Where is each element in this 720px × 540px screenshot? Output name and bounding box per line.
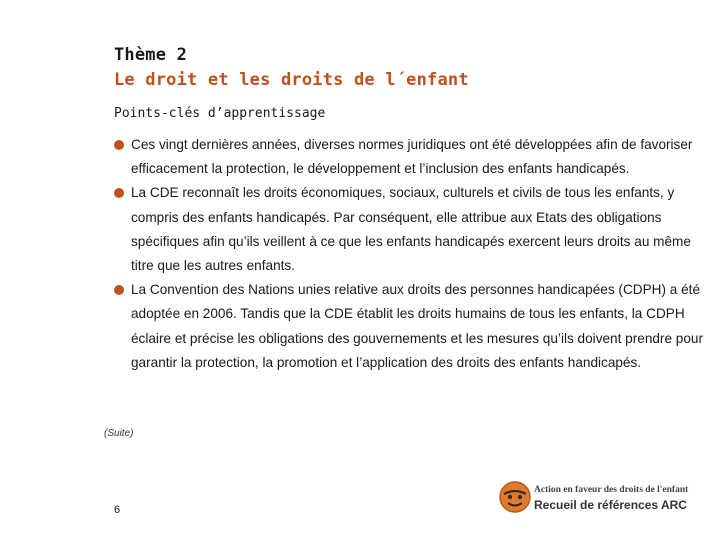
key-point-1 [114,133,704,181]
bullet-dot-icon [114,285,124,295]
continued-note: (Suite) [104,428,134,439]
section-heading: Points-clés d’apprentissage [114,106,326,121]
key-point-3 [114,278,704,375]
key-points-list [114,133,704,375]
bullet-dot-icon [114,140,124,150]
logo-text-line1: Action en faveur des droits de l'enfant [534,485,689,495]
theme-title: Le droit et les droits de l´enfant [114,70,469,90]
theme-number: Thème 2 [114,45,188,65]
logo-text-line2: Recueil de références ARC [534,498,687,512]
key-point-2 [114,181,704,278]
key-point-text: Ces vingt dernières années, diverses normes juridiques ont été développées afin de favoriser efficacement la protection, le développement et l’inclusion des enfants handicapés. [131,137,693,177]
bullet-dot-icon [114,188,124,198]
arc-logo [498,480,688,520]
key-point-text: La Convention des Nations unies relative aux droits des personnes handicapées (CDPH) a été adoptée en 2006. Tandis que la CDE établit les droits humains de tous les enfants, la CDPH éclaire et précise les obligations des gouvernements et les mesures qu’ils doivent prendre pour garantir la protection, la promotion et l’application des droits des enfants handicapés. [131,282,704,370]
page-number: 6 [114,504,121,516]
arc-logo-icon [498,480,532,514]
key-point-text: La CDE reconnaît les droits économiques, sociaux, culturels et civils de tous les enfants, y compris des enfants handicapés. Par conséquent, elle attribue aux Etats des obligations spécifiques afin qu’ils veillent à ce que les enfants handicapés exercent leurs droits au même titre que les autres enfants. [131,185,691,274]
